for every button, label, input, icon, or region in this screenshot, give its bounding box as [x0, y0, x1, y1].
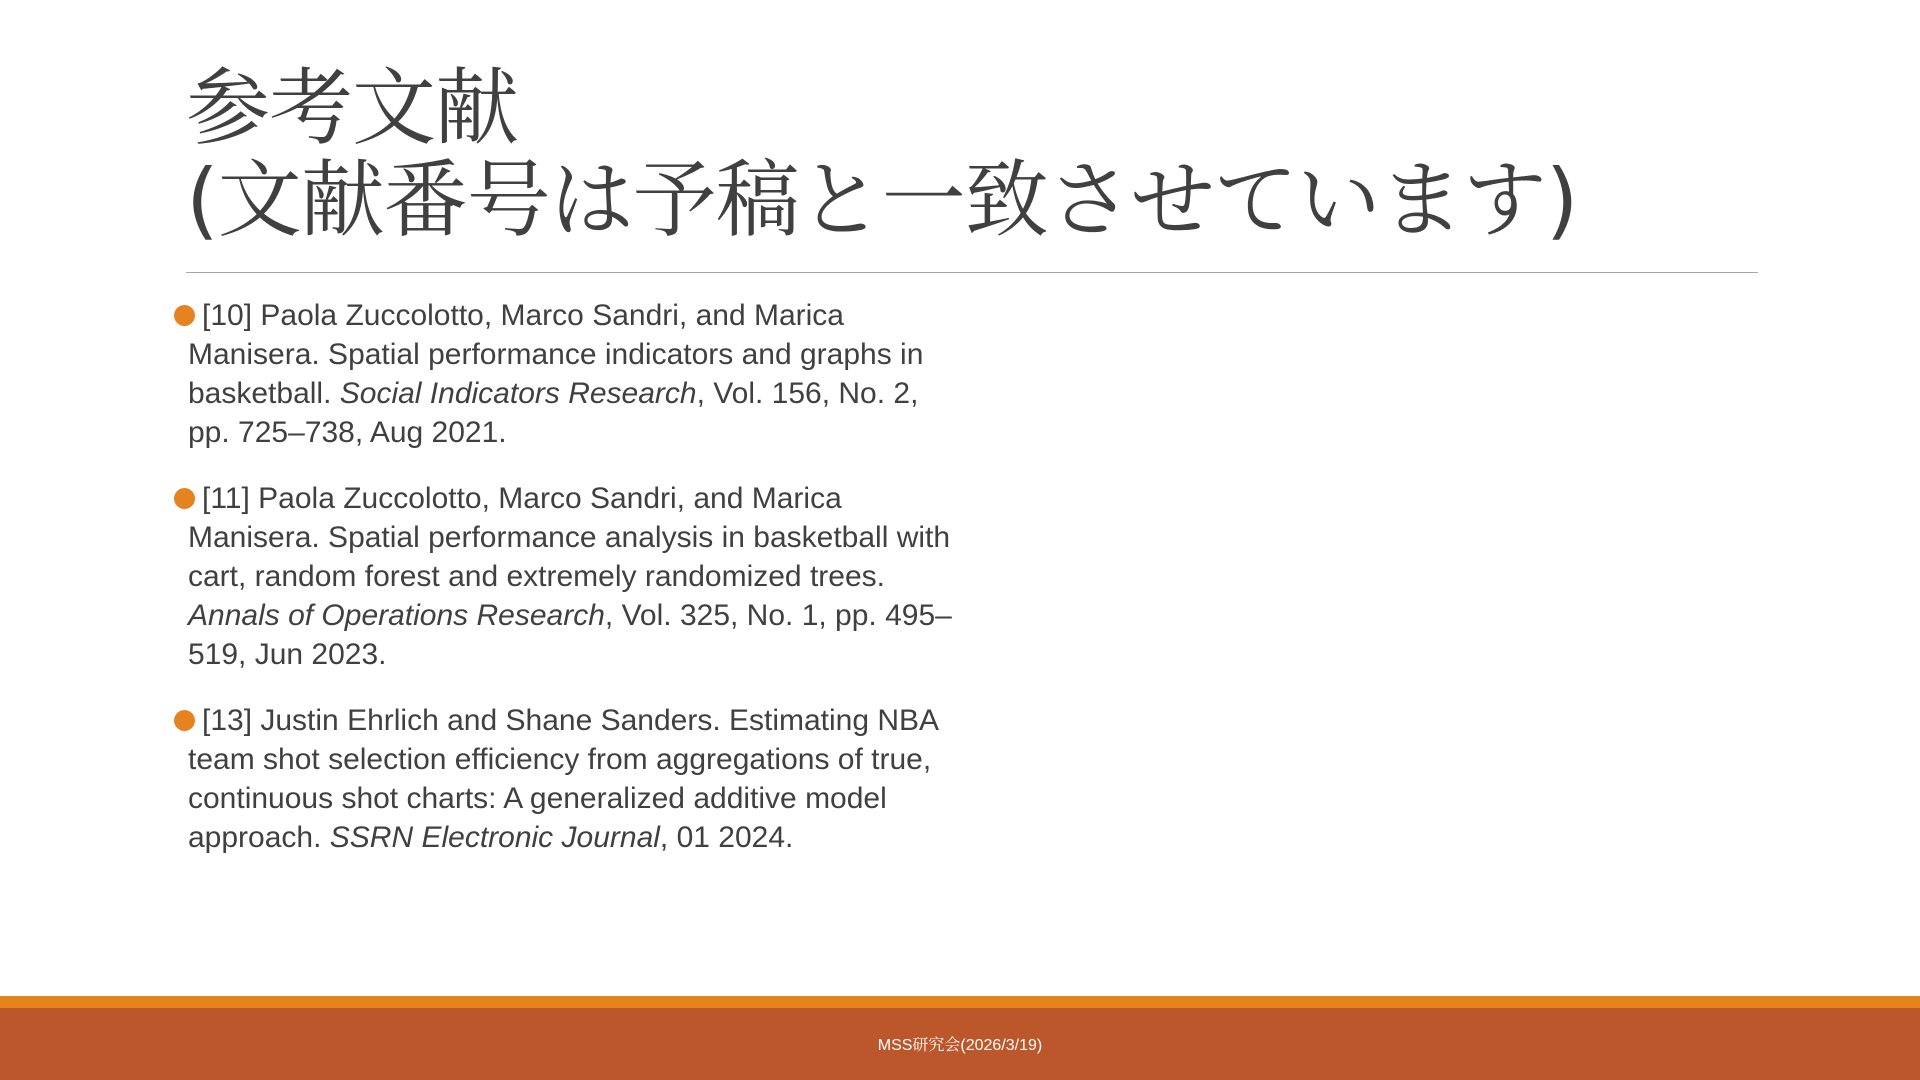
reference-journal: Social Indicators Research: [339, 377, 697, 410]
reference-item: [174, 701, 964, 857]
title-line-2: (文献番号は予稿と一致させています): [186, 151, 1578, 249]
reference-details: , 01 2024.: [659, 821, 794, 854]
reference-details: , Vol. 156, No. 2, pp. 725–738, Aug 2021.: [188, 377, 919, 449]
reference-body: [10] Paola Zuccolotto, Marco Sandri, and Marica Manisera. Spatial performance indicators and graphs in basketball.: [188, 299, 924, 410]
reference-list: [174, 296, 964, 884]
reference-text: [188, 701, 964, 857]
reference-body: [11] Paola Zuccolotto, Marco Sandri, and Marica Manisera. Spatial performance analysis in basketball with cart, random forest and extremely randomized trees.: [188, 482, 951, 593]
reference-journal: Annals of Operations Research: [188, 599, 605, 632]
footer-text: MSS研究会(2026/3/19): [877, 1037, 1043, 1054]
bullet-dot-icon: [174, 710, 195, 731]
slide-title: [186, 59, 1746, 249]
bullet-dot-icon: [174, 305, 195, 326]
reference-item: [174, 479, 964, 674]
reference-journal: SSRN Electronic Journal: [329, 821, 660, 854]
title-divider: [186, 272, 1758, 273]
reference-body: [13] Justin Ehrlich and Shane Sanders. Estimating NBA team shot selection efficiency from aggregations of true, continuous shot charts: A generalized additive model approach.: [188, 704, 938, 854]
reference-item: [174, 296, 964, 452]
title-line-1: 参考文献: [186, 59, 519, 157]
reference-text: [188, 479, 964, 674]
reference-text: [188, 296, 964, 452]
bullet-dot-icon: [174, 488, 195, 509]
reference-details: , Vol. 325, No. 1, pp. 495–519, Jun 2023.: [188, 599, 952, 671]
footer-accent-stripe: [0, 996, 1920, 1008]
